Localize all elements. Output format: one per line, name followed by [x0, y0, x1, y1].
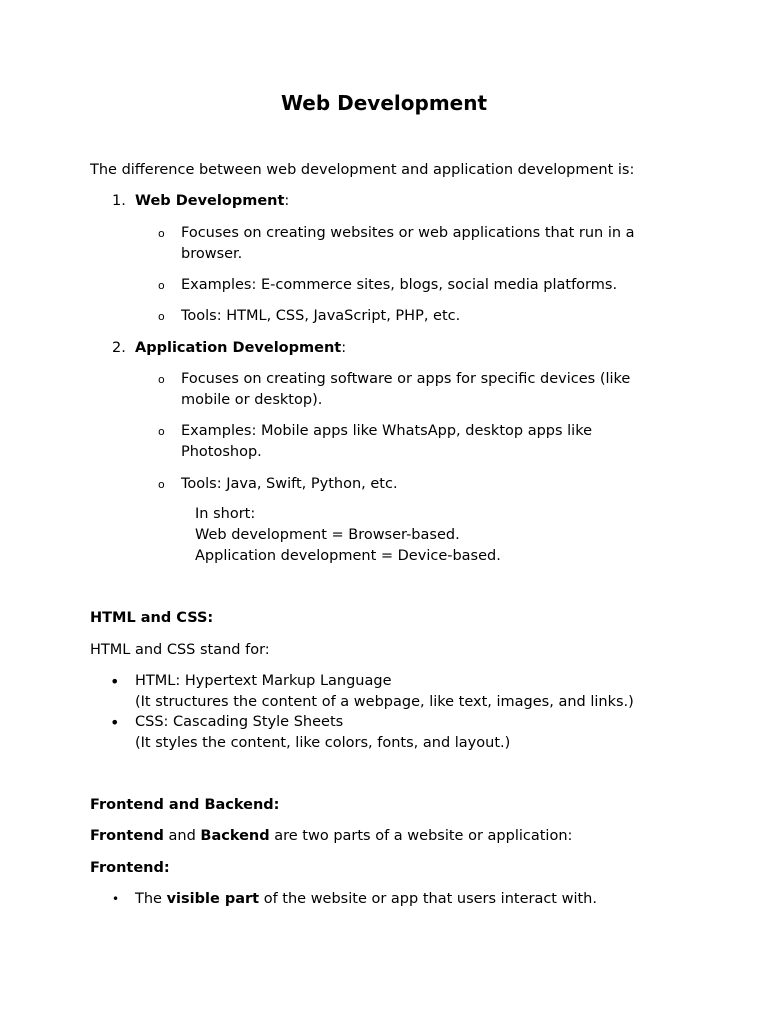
in-short-line: Application development = Device-based.: [195, 548, 501, 564]
sub-bullet-marker: o: [158, 425, 165, 438]
heading-colon: :: [284, 193, 290, 209]
section-intro: Frontend and Backend are two parts of a website or application:: [90, 828, 573, 844]
sub-list-item: Tools: Java, Swift, Python, etc.: [181, 476, 398, 492]
sub-bullet-marker: o: [158, 227, 165, 240]
sub-list-item: Focuses on creating websites or web applications that run in a browser.: [181, 225, 635, 262]
frontend-subheading: Frontend:: [90, 860, 170, 876]
bullet-item-css: CSS: Cascading Style Sheets: [135, 714, 344, 730]
intro-paragraph: The difference between web development and application development is:: [90, 162, 635, 178]
list-item-web-development: [135, 191, 289, 212]
bullet-marker: •: [110, 672, 120, 691]
section-heading-frontend-backend: Frontend and Backend:: [90, 797, 280, 813]
sub-list-item: Tools: HTML, CSS, JavaScript, PHP, etc.: [181, 308, 461, 324]
bullet-item-css-detail: (It styles the content, like colors, fonts, and layout.): [135, 735, 511, 751]
list-heading: Application Development: [135, 340, 342, 356]
bullet-item-frontend: The visible part of the website or app that users interact with.: [135, 891, 597, 907]
bullet-marker: •: [110, 713, 120, 732]
page-title: Web Development: [280, 91, 488, 115]
bullet-item-html: HTML: Hypertext Markup Language: [135, 673, 392, 689]
sub-list-item: Focuses on creating software or apps for specific devices (like mobile or desktop).: [181, 371, 631, 408]
sub-bullet-marker: o: [158, 310, 165, 323]
list-number-1: 1.: [112, 193, 126, 209]
list-number-2: 2.: [112, 340, 126, 356]
sub-bullet-marker: o: [158, 478, 165, 491]
bullet-item-html-detail: (It structures the content of a webpage, like text, images, and links.): [135, 694, 634, 710]
heading-colon: :: [341, 340, 347, 356]
in-short-line: Web development = Browser-based.: [195, 527, 460, 543]
bullet-marker: •: [112, 892, 120, 906]
sub-bullet-marker: o: [158, 279, 165, 292]
sub-list-item: Examples: Mobile apps like WhatsApp, desktop apps like Photoshop.: [181, 423, 593, 460]
list-heading: Web Development: [135, 193, 285, 209]
sub-list-item: Examples: E-commerce sites, blogs, social media platforms.: [181, 277, 618, 293]
section-intro: HTML and CSS stand for:: [90, 642, 270, 658]
list-item-application-development: [135, 338, 346, 359]
in-short-label: In short:: [195, 506, 256, 522]
section-heading-html-css: HTML and CSS:: [90, 610, 214, 626]
sub-bullet-marker: o: [158, 373, 165, 386]
